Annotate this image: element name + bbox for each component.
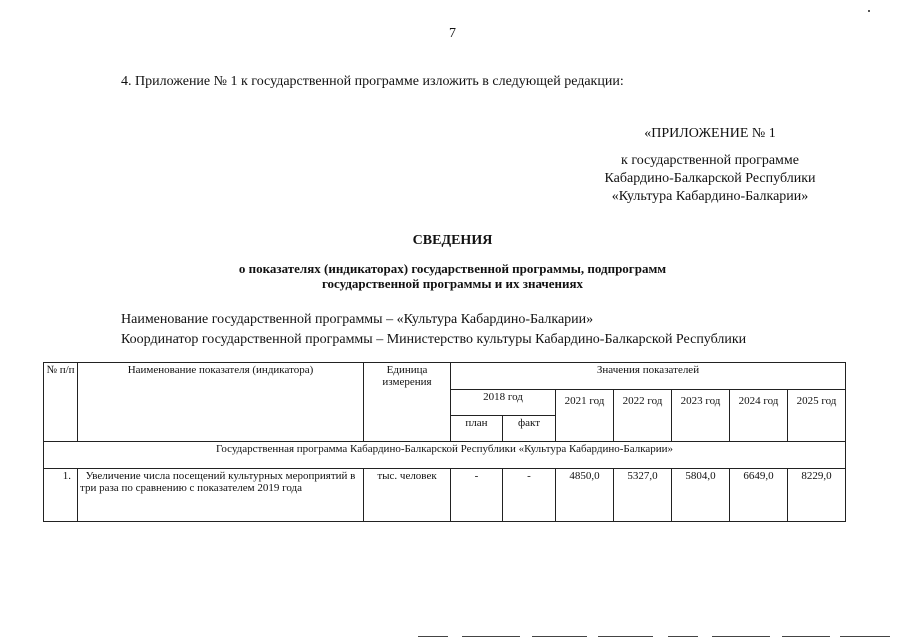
header-year-2021: 2021 год <box>556 390 614 442</box>
appendix-line: к государственной программе <box>621 153 799 168</box>
header-values: Значения показателей <box>451 363 846 390</box>
row-value-2022: 5327,0 <box>614 469 672 522</box>
subheading-line: государственной программы и их значениях <box>321 276 584 291</box>
header-num: № п/п <box>44 363 78 442</box>
row-num: 1. <box>44 469 78 522</box>
table-row <box>44 469 846 522</box>
scan-dash <box>712 636 770 637</box>
appendix-block <box>560 125 860 206</box>
header-year-2022: 2022 год <box>614 390 672 442</box>
row-value-2025: 8229,0 <box>788 469 846 522</box>
row-unit: тыс. человек <box>364 469 451 522</box>
subheading-line: о показателях (индикаторах) государственной программы, подпрограмм <box>238 261 667 276</box>
section-title: Государственная программа Кабардино-Балкарской Республики «Культура Кабардино-Балкарии» <box>44 442 846 469</box>
intro-text: 4. Приложение № 1 к государственной программе изложить в следующей редакции: <box>121 74 624 89</box>
header-plan: план <box>451 416 503 442</box>
header-unit: Единица измерения <box>364 363 451 442</box>
indicators-table <box>43 362 846 522</box>
row-fact-2018: - <box>503 469 556 522</box>
scan-dash <box>598 636 653 637</box>
appendix-line: Кабардино-Балкарской Республики <box>604 171 816 186</box>
header-year-2024: 2024 год <box>730 390 788 442</box>
row-value-2024: 6649,0 <box>730 469 788 522</box>
program-info <box>121 310 746 350</box>
row-plan-2018: - <box>451 469 503 522</box>
document-subheading <box>0 261 905 291</box>
scan-dash <box>532 636 587 637</box>
page-number: 7 <box>449 26 456 41</box>
header-year-2018: 2018 год <box>451 390 556 416</box>
row-indicator-name: Увеличение числа посещений культурных мероприятий в три раза по сравнению с показателем 2019 года <box>78 469 364 522</box>
header-year-2023: 2023 год <box>672 390 730 442</box>
appendix-line: «Культура Кабардино-Балкарии» <box>611 189 809 204</box>
header-name: Наименование показателя (индикатора) <box>78 363 364 442</box>
program-coordinator: Координатор государственной программы – Министерство культуры Кабардино-Балкарской Республики <box>121 332 747 347</box>
scan-dash <box>782 636 830 637</box>
scan-dash <box>668 636 698 637</box>
row-value-2023: 5804,0 <box>672 469 730 522</box>
program-name: Наименование государственной программы – «Культура Кабардино-Балкарии» <box>121 312 594 327</box>
scan-dash <box>462 636 520 637</box>
scan-dash <box>840 636 890 637</box>
appendix-title: «ПРИЛОЖЕНИЕ № 1 <box>644 126 776 141</box>
row-value-2021: 4850,0 <box>556 469 614 522</box>
header-year-2025: 2025 год <box>788 390 846 442</box>
scan-dash <box>418 636 448 637</box>
document-heading: СВЕДЕНИЯ <box>412 233 493 248</box>
scan-mark <box>868 10 870 12</box>
header-fact: факт <box>503 416 556 442</box>
